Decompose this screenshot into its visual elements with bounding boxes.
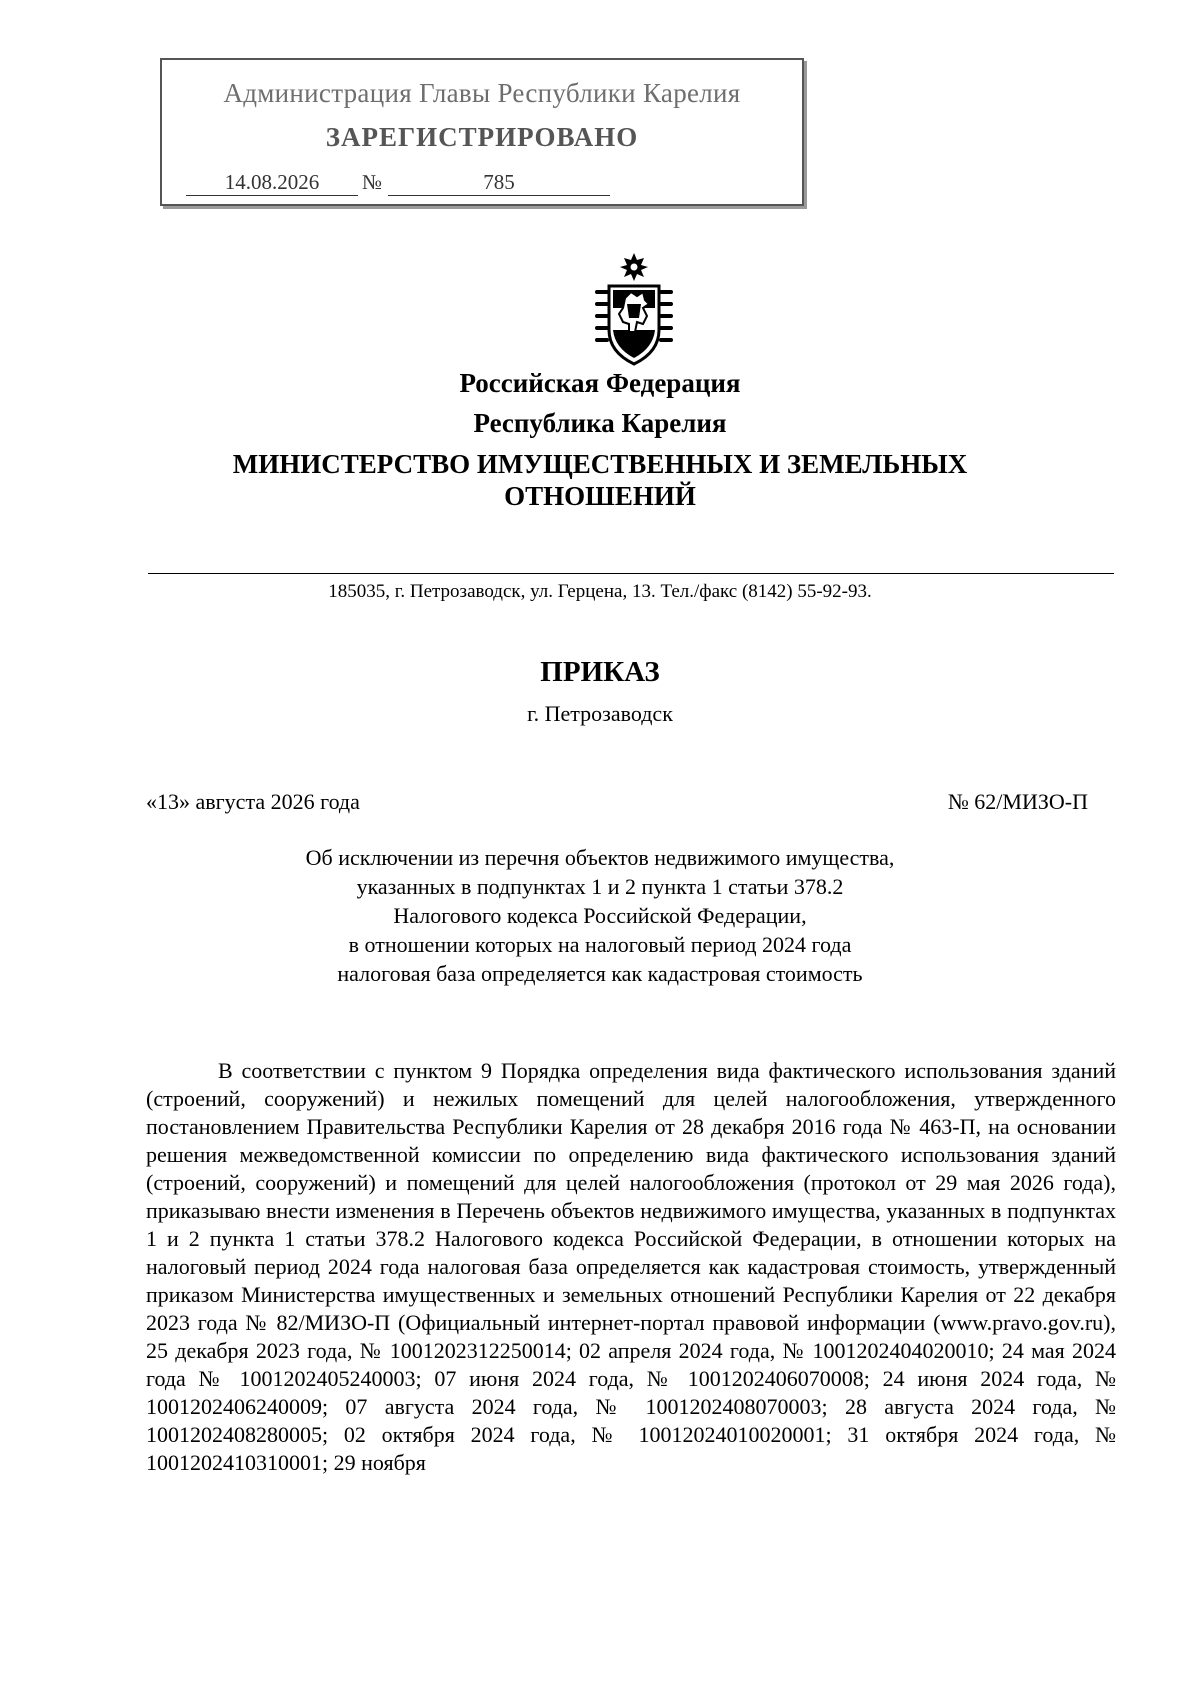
header-divider <box>148 573 1114 574</box>
order-city: г. Петрозаводск <box>527 701 673 726</box>
subject-line-2: указанных в подпунктах 1 и 2 пункта 1 статьи 378.2 <box>356 874 844 899</box>
subject-line-5: налоговая база определяется как кадастровая стоимость <box>337 961 863 986</box>
header-address: 185035, г. Петрозаводск, ул. Герцена, 13. Тел./факс (8142) 55-92-93. <box>328 581 872 602</box>
header-country: Российская Федерация <box>459 368 741 398</box>
karelia-coat-of-arms-icon <box>591 252 677 368</box>
order-title: ПРИКАЗ <box>540 656 660 688</box>
stamp-registration-row <box>186 170 626 198</box>
stamp-registered-label: ЗАРЕГИСТРИРОВАНО <box>325 122 639 152</box>
subject-line-4: в отношении которых на налоговый период 2024 года <box>348 932 852 957</box>
stamp-number: 785 <box>388 170 610 196</box>
order-date: «13» августа 2026 года <box>146 789 360 814</box>
order-number: № 62/МИЗО-П <box>947 789 1088 814</box>
stamp-number-sign: № <box>362 170 383 194</box>
stamp-date: 14.08.2026 <box>186 170 358 196</box>
subject-line-1: Об исключении из перечня объектов недвижимого имущества, <box>305 845 895 870</box>
body-paragraph: В соответствии с пунктом 9 Порядка определения вида фактического использования зданий (строений, сооружений) и нежилых помещений для целей налогообложения, утвержденного постановлением Правительства Республики Карелия от 28 декабря 2016 года № 463-П, на основании решения межведомственной комиссии по определению вида фактического использования зданий (строений, сооружений) и помещений для целей налогообложения (протокол от 29 мая 2026 года), приказываю внести изменения в Перечень объектов недвижимого имущества, указанных в подпунктах 1 и 2 пункта 1 статьи 378.2 Налогового кодекса Российской Федерации, в отношении которых на налоговый период 2024 года налоговая база определяется как кадастровая стоимость, утвержденный приказом Министерства имущественных и земельных отношений Республики Карелия от 22 декабря 2023 года № 82/МИЗО-П (Официальный интернет-портал правовой информации (www.pravo.gov.ru), 25 декабря 2023 года, № 1001202312250014; 02 апреля 2024 года, № 1001202404020010; 24 мая 2024 года № 1001202405240003; 07 июня 2024 года, № 1001202406070008; 24 июня 2024 года, № 1001202406240009; 07 августа 2024 года, № 1001202408070003; 28 августа 2024 года, № 1001202408280005; 02 октября 2024 года, № 10012024010020001; 31 октября 2024 года, № 1001202410310001; 29 ноября <box>146 1058 1116 1475</box>
registration-stamp <box>160 58 804 206</box>
header-republic: Республика Карелия <box>473 408 727 438</box>
header-ministry-line2: ОТНОШЕНИЙ <box>504 481 696 511</box>
stamp-authority: Администрация Главы Республики Карелия <box>223 78 741 108</box>
header-ministry-line1: МИНИСТЕРСТВО ИМУЩЕСТВЕННЫХ И ЗЕМЕЛЬНЫХ <box>232 449 968 479</box>
subject-line-3: Налогового кодекса Российской Федерации, <box>393 903 807 928</box>
